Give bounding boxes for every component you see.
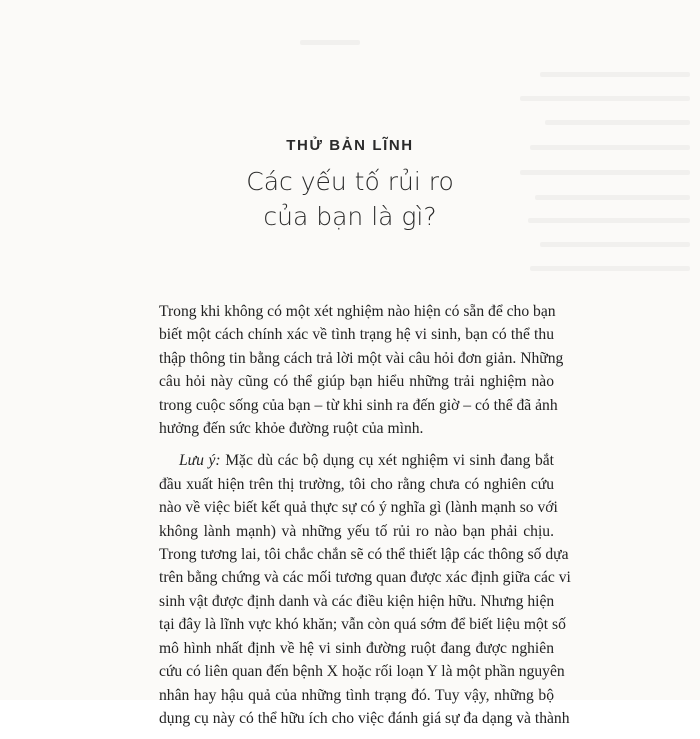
text-line: dụng cụ này có thể hữu ích cho việc đánh giá sự đa dạng và thành [159, 709, 570, 727]
section-kicker: THỬ BẢN LĨNH [286, 137, 414, 154]
note-label: Lưu ý: [179, 452, 221, 470]
text-line: câu hỏi này cũng có thể giúp bạn hiểu những trải nghiệm nào [159, 373, 554, 391]
text-line: Trong khi không có một xét nghiệm nào hiện có sẵn để cho bạn [159, 303, 556, 320]
text-line: nhân hay hậu quả của những tình trạng đó. Tuy vậy, những bộ [159, 686, 554, 704]
paragraph-note [159, 449, 571, 730]
text-line [159, 449, 554, 472]
text-line: biết một cách chính xác về tình trạng hệ vi sinh, bạn có thể thu [159, 326, 554, 344]
text-line: Trong tương lai, tôi chắc chắn sẽ có thể thiết lập các thông số dựa [159, 546, 569, 564]
text-line: trong cuộc sống của bạn – từ khi sinh ra đến giờ – có thể đã ảnh [159, 396, 558, 414]
text-line: nào về việc biết kết quả thực sự có ý nghĩa gì (lành mạnh so với [159, 499, 558, 517]
note-text-start: Mặc dù các bộ dụng cụ xét nghiệm vi sinh đang bắt [225, 452, 554, 470]
section-title-line-2: của bạn là gì? [263, 202, 437, 231]
text-line: thập thông tin bằng cách trả lời một vài câu hỏi đơn giản. Những [159, 349, 564, 367]
text-line: hưởng đến sức khỏe đường ruột của mình. [159, 420, 424, 438]
text-line: sinh vật được định danh và các điều kiện hiện hữu. Nhưng hiện [159, 592, 555, 610]
section-title-line-1: Các yếu tố rủi ro [246, 167, 454, 196]
text-line: trên bằng chứng và các mối tương quan được xác định giữa các vi [159, 569, 571, 587]
text-line: tại đây là lĩnh vực khó khăn; vẫn còn quá sớm để biết liệu một số [159, 616, 566, 634]
text-line: đầu xuất hiện trên thị trường, tôi cho rằng chưa có nghiên cứu [159, 475, 554, 493]
section-title [0, 164, 700, 234]
text-line: mô hình nhất định về hệ vi sinh đường ruột đang được nghiên [159, 639, 554, 657]
text-line: cứu có liên quan đến bệnh X hoặc rối loạn Y là một phần nguyên [159, 663, 565, 681]
text-line: không lành mạnh) và những yếu tố rủi ro nào bạn phải chịu. [159, 522, 554, 540]
paragraph-intro [159, 300, 564, 440]
body-text [159, 300, 571, 739]
